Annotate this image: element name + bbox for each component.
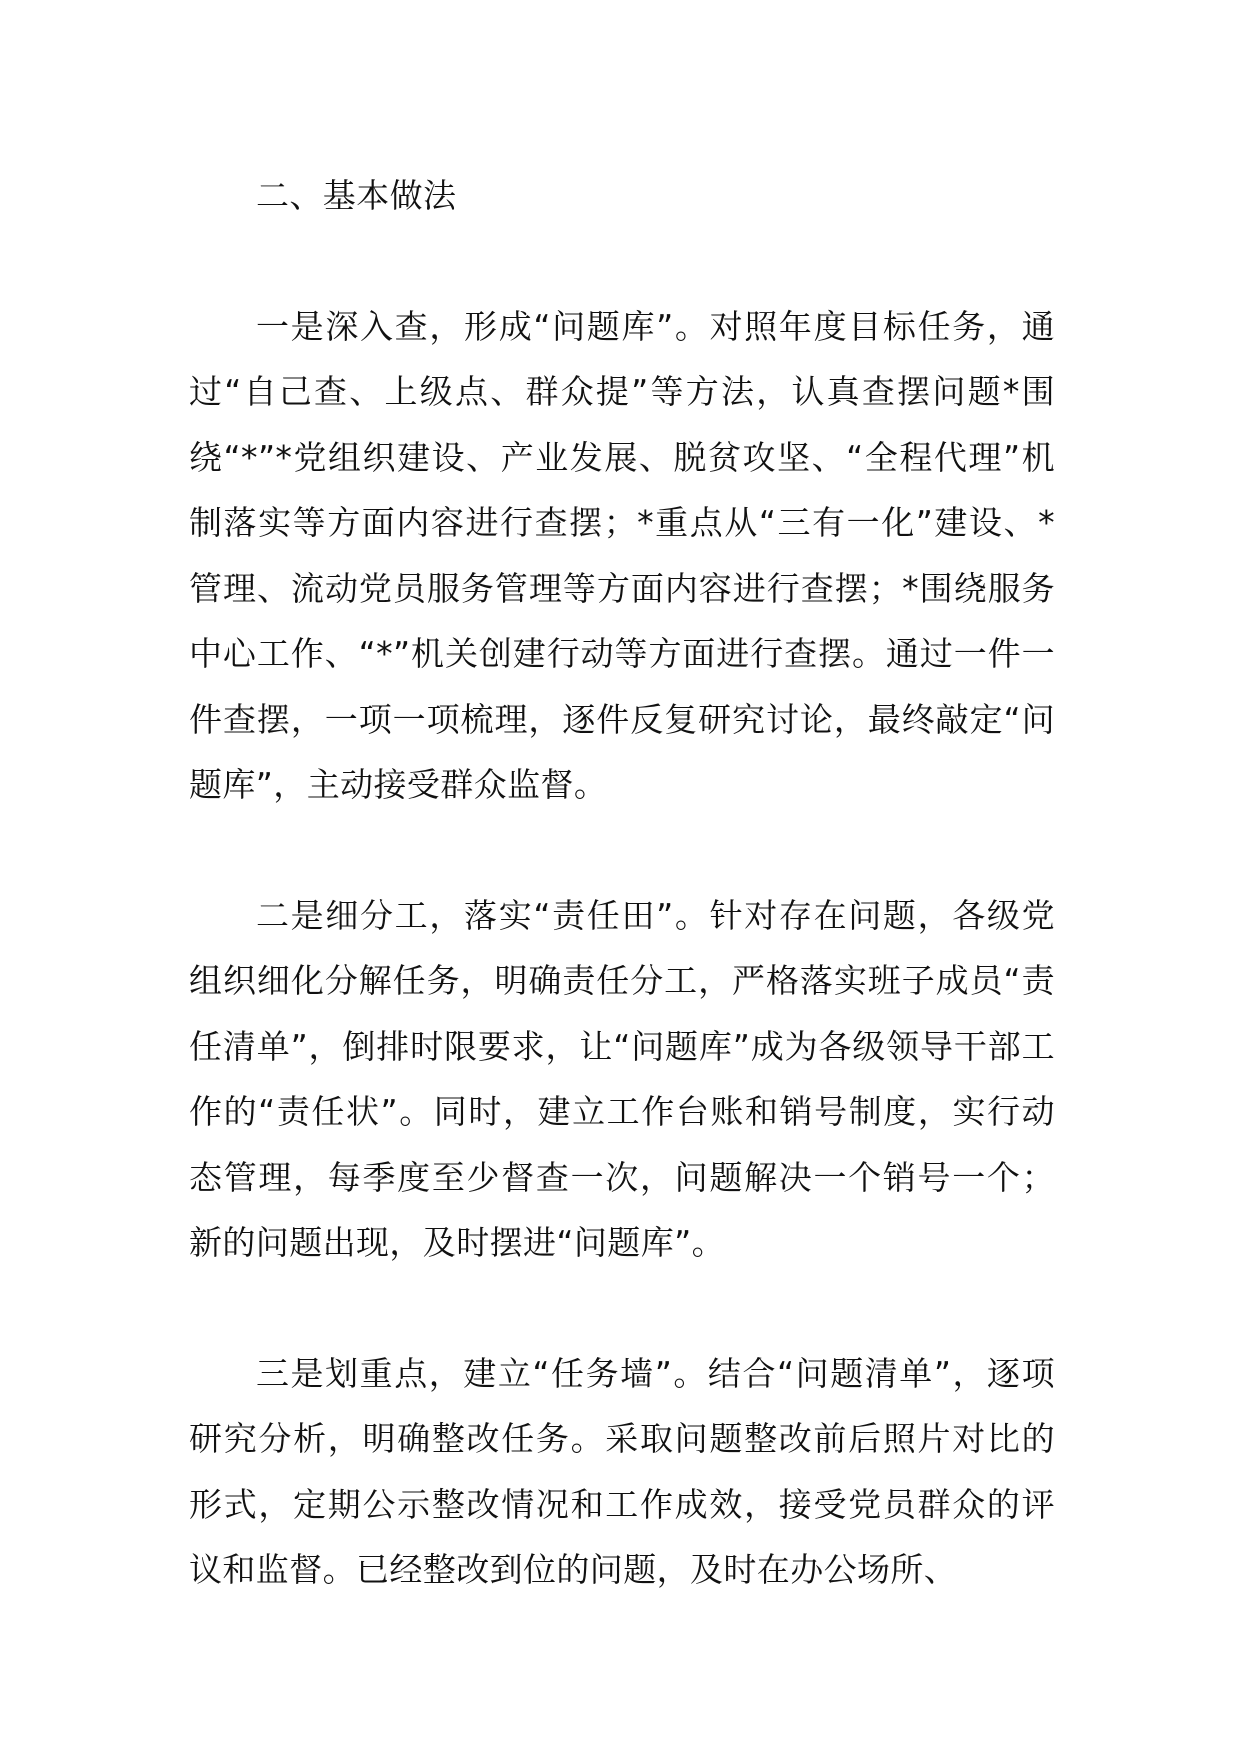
document-body	[189, 163, 1055, 1603]
paragraph-division-of-labor: 二是细分工，落实“责任田”。针对存在问题，各级党组织细化分解任务，明确责任分工，严格落实班子成员“责任清单”，倒排时限要求，让“问题库”成为各级领导干部工作的“责任状”。同时，建立工作台账和销号制度，实行动态管理，每季度至少督查一次，问题解决一个销号一个；新的问题出现，及时摆进“问题库”。	[189, 895, 1055, 1262]
paragraph-key-points: 三是划重点，建立“任务墙”。结合“问题清单”，逐项研究分析，明确整改任务。采取问题整改前后照片对比的形式，定期公示整改情况和工作成效，接受党员群众的评议和监督。已经整改到位的问题，及时在办公场所、	[189, 1353, 1055, 1589]
section-heading: 二、基本做法	[256, 176, 457, 215]
paragraph-deep-check: 一是深入查，形成“问题库”。对照年度目标任务，通过“自己查、上级点、群众提”等方法，认真查摆问题*围绕“*”*党组织建设、产业发展、脱贫攻坚、“全程代理”机制落实等方面内容进行查摆；*重点从“三有一化”建设、*管理、流动党员服务管理等方面内容进行查摆；*围绕服务中心工作、“*”机关创建行动等方面进行查摆。通过一件一件查摆，一项一项梳理，逐件反复研究讨论，最终敲定“问题库”，主动接受群众监督。	[189, 306, 1055, 804]
